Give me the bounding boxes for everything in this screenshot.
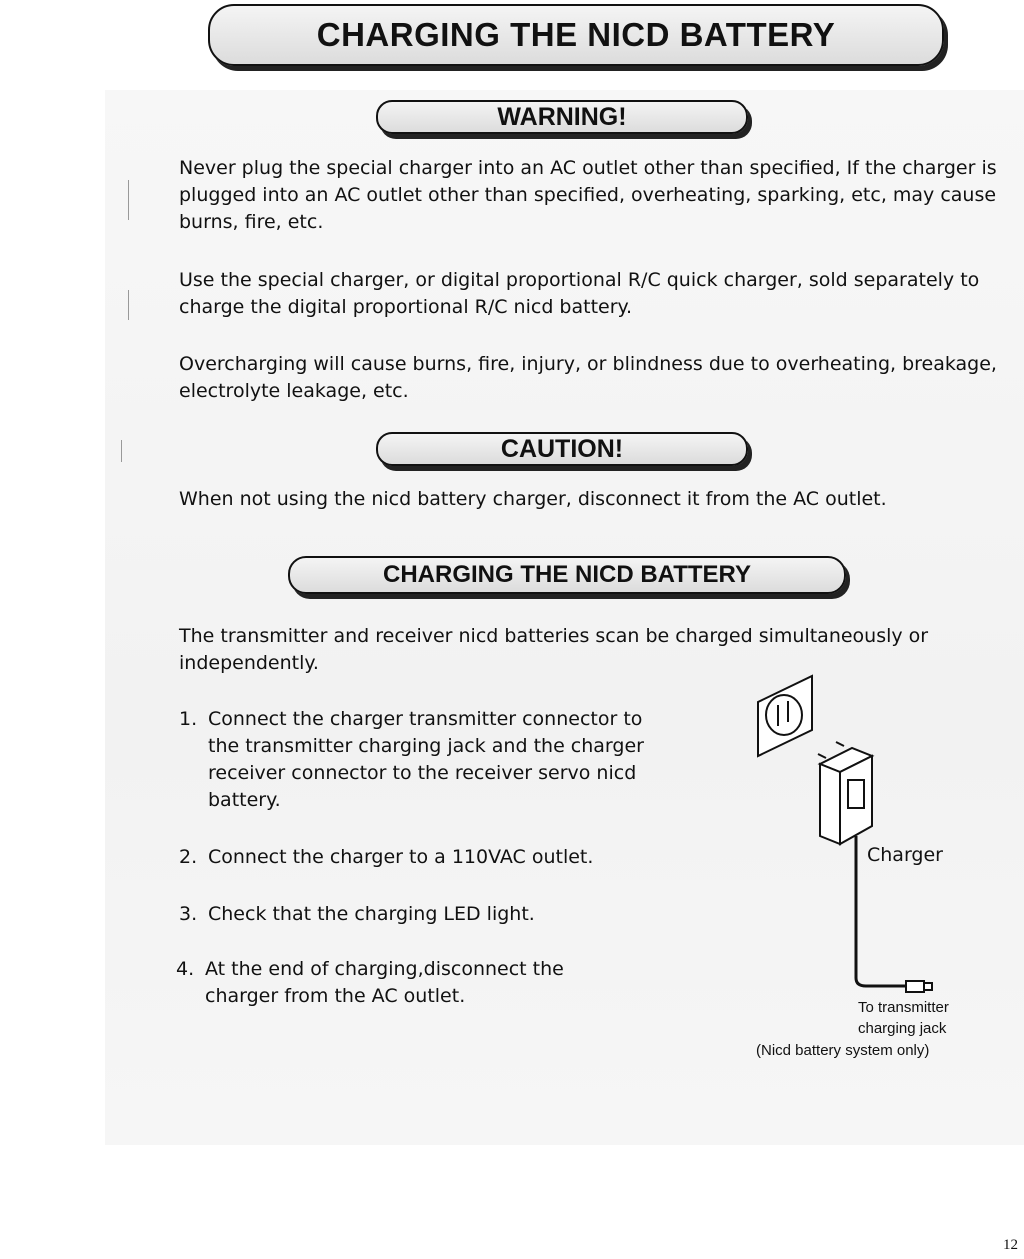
charging-heading-banner (288, 556, 846, 594)
warning-paragraph-overcharging: Overcharging will cause burns, fire, injury, or blindness due to overheating, breakage, electrolyte leakage, etc. (179, 353, 997, 402)
step-1 (179, 706, 679, 814)
wall-outlet-icon (758, 676, 812, 756)
caution-heading-banner (376, 432, 748, 466)
step-number: 3. (179, 903, 198, 925)
step-2 (179, 844, 699, 871)
charger-body-icon (820, 748, 872, 844)
step-number: 2. (179, 846, 198, 868)
step-4 (176, 956, 636, 1010)
transmitter-connector-icon (906, 981, 932, 992)
caption-line-1: To transmitter (858, 999, 949, 1016)
warning-paragraph-ac-outlet: Never plug the special charger into an AC outlet other than specified, If the charger is plugged into an AC outlet other than specified, overheating, sparking, etc, may cause burns, fire, etc. (179, 157, 997, 233)
step-text: At the end of charging,disconnect the charger from the AC outlet. (205, 958, 564, 1007)
step-number: 1. (179, 708, 198, 730)
caption-line-3: (Nicd battery system only) (756, 1042, 930, 1059)
step-text: Check that the charging LED light. (208, 903, 535, 925)
charger-label: Charger (867, 844, 943, 866)
main-heading: CHARGING THE NICD BATTERY (316, 16, 836, 53)
scan-edge-mark (121, 440, 122, 462)
caution-heading: CAUTION! (500, 434, 624, 463)
warning-paragraph-special-charger: Use the special charger, or digital proportional R/C quick charger, sold separately to charge the digital proportional R/C nicd battery. (179, 269, 980, 318)
caption-line-2: charging jack (858, 1020, 947, 1037)
caution-paragraph: When not using the nicd battery charger, disconnect it from the AC outlet. (179, 488, 887, 510)
step-3 (179, 901, 699, 928)
main-heading-banner (208, 4, 944, 66)
warning-heading-banner (376, 100, 748, 134)
scan-edge-mark (128, 180, 129, 220)
step-text: Connect the charger transmitter connector to the transmitter charging jack and the charger receiver connector to the receiver servo nicd battery. (208, 708, 644, 811)
page-number: 12 (1003, 1237, 1018, 1253)
warning-heading: WARNING! (497, 102, 627, 131)
step-number: 4. (176, 958, 195, 980)
scan-edge-mark (128, 290, 129, 320)
charger-illustration (740, 660, 1010, 1080)
charging-heading: CHARGING THE NICD BATTERY (383, 561, 751, 588)
intro-paragraph: The transmitter and receiver nicd batteries scan be charged simultaneously or independently. (179, 625, 929, 674)
step-text: Connect the charger to a 110VAC outlet. (208, 846, 594, 868)
